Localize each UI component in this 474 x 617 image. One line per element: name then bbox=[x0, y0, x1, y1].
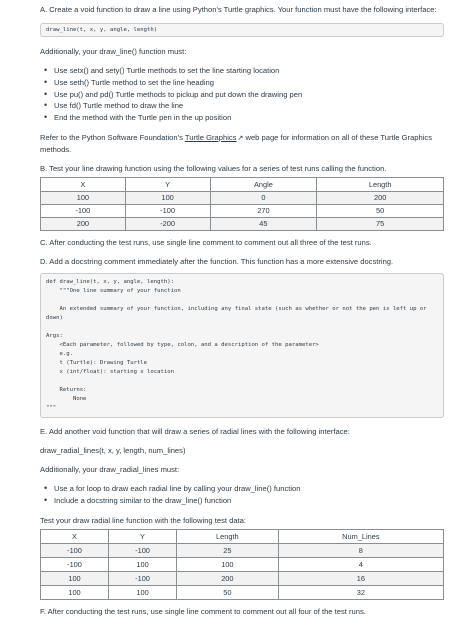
table-row bbox=[41, 585, 444, 599]
table-cell: -100 bbox=[41, 204, 126, 217]
table-header-row bbox=[41, 177, 444, 191]
column-header: Length bbox=[317, 177, 444, 191]
table-cell: 8 bbox=[278, 543, 443, 557]
column-header: Y bbox=[125, 177, 210, 191]
table-cell: -200 bbox=[125, 217, 210, 230]
list-item: • Use a for loop to draw each radial line by calling your draw_line() function bbox=[54, 483, 444, 495]
section-a-must-intro: Additionally, your draw_line() function must: bbox=[40, 47, 187, 56]
table-cell: 32 bbox=[278, 585, 443, 599]
table-cell: 200 bbox=[317, 191, 444, 204]
section-e-text: E. Add another void function that will draw a series of radial lines with the following interface: bbox=[40, 426, 350, 436]
radial-lines-interface: draw_radial_lines(t, x, y, length, num_lines) bbox=[40, 445, 186, 455]
section-f-text: F. After conducting the test runs, use single line comment to comment out all four of the test runs. bbox=[40, 606, 366, 616]
reference-text-after: web page for information on all of these Turtle Graphics methods. bbox=[40, 132, 433, 154]
list-item: • Use setx() and sety() Turtle methods to set the line starting location bbox=[54, 65, 444, 77]
table-row bbox=[41, 571, 444, 585]
draw-line-signature-code: draw_line(t, x, y, angle, length) bbox=[40, 23, 444, 37]
table-cell: 100 bbox=[41, 191, 126, 204]
table-cell: -100 bbox=[109, 543, 177, 557]
reference-text-before: Refer to the Python Software Foundation's bbox=[40, 132, 185, 142]
table-cell: -100 bbox=[125, 204, 210, 217]
table-cell: 100 bbox=[125, 191, 210, 204]
section-e-must-intro: Additionally, your draw_radial_lines must: bbox=[40, 464, 180, 474]
table-cell: 200 bbox=[177, 571, 279, 585]
column-header: Num_Lines bbox=[278, 529, 443, 543]
table-cell: 0 bbox=[210, 191, 317, 204]
table-cell: -100 bbox=[109, 571, 177, 585]
table-cell: 75 bbox=[317, 217, 444, 230]
table-cell: 200 bbox=[41, 217, 126, 230]
table-cell: 16 bbox=[278, 571, 443, 585]
table-row bbox=[41, 557, 444, 571]
table-cell: 100 bbox=[41, 571, 109, 585]
table-row bbox=[41, 543, 444, 557]
table-cell: 100 bbox=[109, 585, 177, 599]
column-header: Angle bbox=[210, 177, 317, 191]
line-test-table bbox=[40, 177, 444, 231]
table-row bbox=[41, 191, 444, 204]
table-row bbox=[41, 217, 444, 230]
column-header: Length bbox=[177, 529, 279, 543]
table-cell: 100 bbox=[109, 557, 177, 571]
list-item: • Include a docstring similar to the draw_line() function bbox=[54, 495, 444, 507]
table-cell: 4 bbox=[278, 557, 443, 571]
column-header: Y bbox=[109, 529, 177, 543]
list-item: • End the method with the Turtle pen in the up position bbox=[54, 112, 444, 124]
table-cell: 45 bbox=[210, 217, 317, 230]
section-b-intro: B. Test your line drawing function using the following values for a series of test runs calling the function. bbox=[40, 163, 387, 173]
table-cell: 50 bbox=[317, 204, 444, 217]
section-e-test-intro: Test your draw radial line function with the following test data: bbox=[40, 515, 246, 525]
table-cell: 100 bbox=[177, 557, 279, 571]
list-item: • Use fd() Turtle method to draw the line bbox=[54, 100, 444, 112]
table-cell: 100 bbox=[41, 585, 109, 599]
table-cell: 25 bbox=[177, 543, 279, 557]
table-row bbox=[41, 204, 444, 217]
list-item: • Use pu() and pd() Turtle methods to pickup and put down the drawing pen bbox=[54, 89, 444, 101]
section-e-requirements-list bbox=[40, 483, 444, 507]
docstring-example-code: def draw_line(t, x, y, angle, length): """One line summary of your function An extended summary of your function, including any final state (such as whether or not the pen is left up or down) Args: <Each parameter, followed by type, colon, and a description of the parameter> e.g. t (Turtle): Drawing Turtle x (int/float): starting x location Returns: None """ bbox=[40, 273, 444, 418]
section-d-text: D. Add a docstring comment immediately after the function. This function has a more extensive docstring. bbox=[40, 256, 394, 266]
external-link-icon: ↗ bbox=[237, 134, 244, 142]
table-header-row bbox=[41, 529, 444, 543]
table-cell: -100 bbox=[41, 557, 109, 571]
column-header: X bbox=[41, 177, 126, 191]
table-cell: -100 bbox=[41, 543, 109, 557]
column-header: X bbox=[41, 529, 109, 543]
table-cell: 270 bbox=[210, 204, 317, 217]
section-c-text: C. After conducting the test runs, use single line comment to comment out all three of the test runs. bbox=[40, 237, 372, 247]
list-item: • Use seth() Turtle method to set the line heading bbox=[54, 77, 444, 89]
table-cell: 50 bbox=[177, 585, 279, 599]
turtle-graphics-link[interactable]: Turtle Graphics bbox=[184, 132, 237, 142]
section-a-requirements-list bbox=[40, 65, 444, 124]
radial-test-table bbox=[40, 529, 444, 600]
section-a-intro: A. Create a void function to draw a line using Python's Turtle graphics. Your function must have the following interface: bbox=[40, 5, 437, 14]
section-a-reference bbox=[40, 132, 444, 155]
